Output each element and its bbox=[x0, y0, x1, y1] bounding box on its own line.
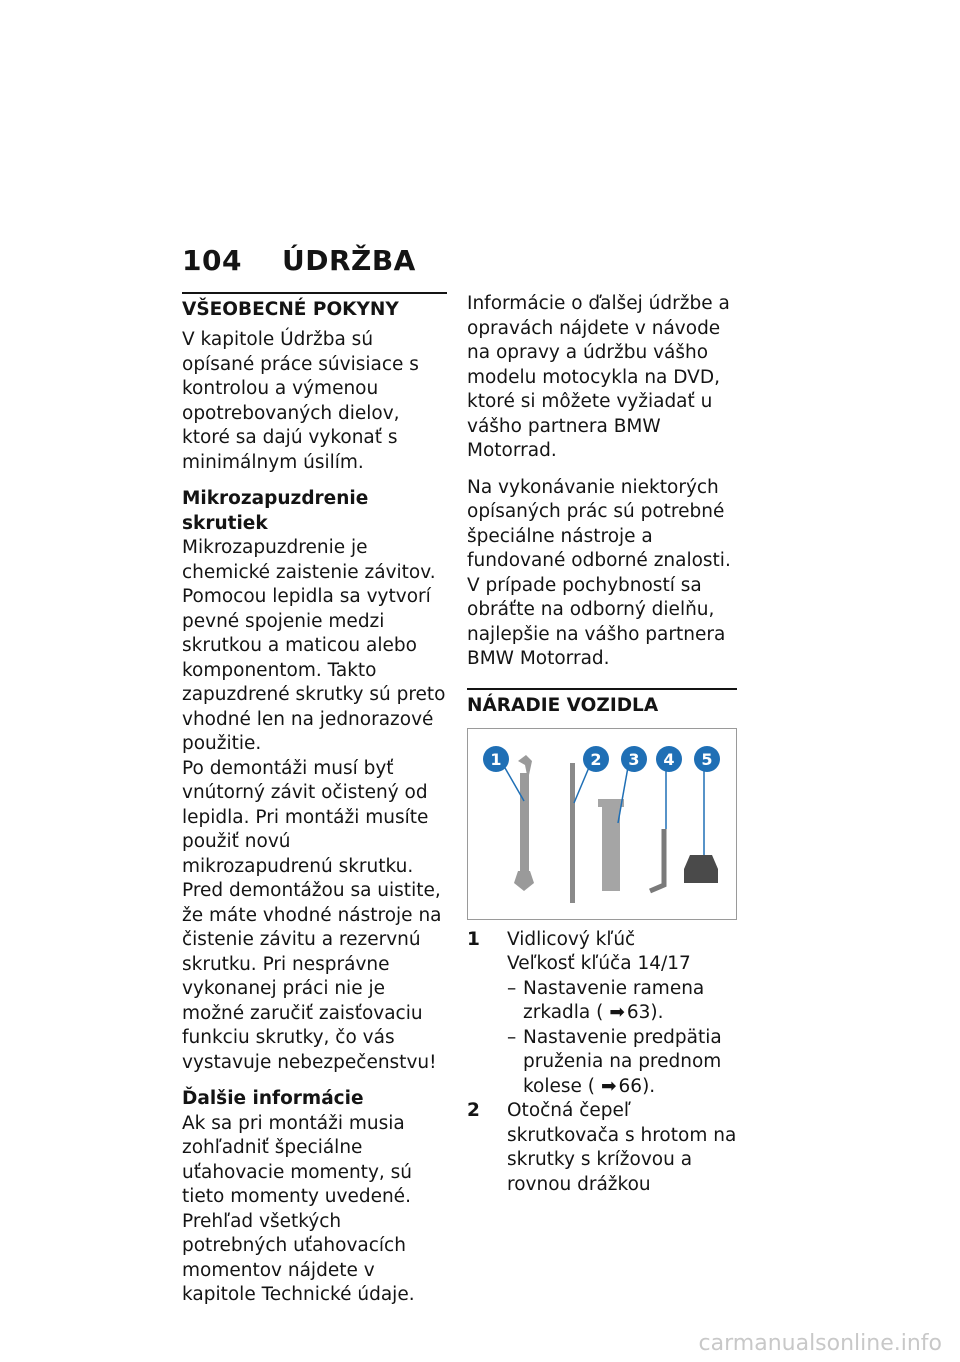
screwdriver-handle-icon bbox=[598, 767, 628, 891]
toolkit-illustration bbox=[468, 729, 736, 919]
page-ref: 63). bbox=[626, 1002, 664, 1023]
item-number: 2 bbox=[467, 1100, 480, 1121]
screwdriver-blade-icon bbox=[570, 763, 590, 903]
svg-text:2: 2 bbox=[590, 749, 602, 769]
page-ref-arrow-icon: ➡ bbox=[601, 1075, 617, 1097]
page-number: 104 bbox=[182, 244, 242, 277]
page-ref-arrow-icon: ➡ bbox=[609, 1002, 625, 1023]
chapter-title: ÚDRŽBA bbox=[282, 244, 416, 277]
watermark: carmanualsonline.info bbox=[698, 1331, 942, 1356]
section-rule bbox=[182, 292, 447, 294]
section-rule bbox=[467, 688, 737, 690]
sub-item-2: – Nastavenie predpätia pruženia na prednom kolese ( ➡ 66). bbox=[507, 1026, 737, 1100]
page-ref: 66). bbox=[618, 1075, 656, 1097]
item-number: 1 bbox=[467, 928, 480, 950]
micro-paragraph-2: Po demontáži musí byť vnútorný závit očistený od lepidla. Pri montáži musíte použiť novú mikrozapudrenú skrutku. Pred demontážou sa uistite, že máte vhodné nástroje na čistenie závitu a rezervnú skrutku. Pri nesprávne vykonanej práci nie je možné zaručiť zaisťovaciu funkciu skrutky, čo vás vystavuje nebezpečenstvu! bbox=[182, 757, 442, 1073]
badge-5 bbox=[694, 746, 720, 772]
toolkit-figure bbox=[467, 728, 737, 920]
right-column bbox=[467, 292, 737, 1197]
intro-paragraph: V kapitole Údržba sú opísané práce súvisiace s kontrolou a výmenou opotrebovaných dielov, ktoré sa dajú vykonať s minimálnym úsilím. bbox=[182, 329, 419, 473]
svg-text:3: 3 bbox=[628, 749, 640, 769]
left-column bbox=[182, 292, 447, 1320]
micro-heading: Mikrozapuzdrenie skrutiek bbox=[182, 488, 369, 534]
hex-key-icon bbox=[650, 767, 666, 891]
more-info-paragraph: Ak sa pri montáži musia zohľadniť špeciálne uťahovacie momenty, sú tieto momenty uvedené. Prehľad všetkých potrebných uťahovacích momentov nájdete v kapitole Technické údaje. bbox=[182, 1112, 415, 1305]
sub-item-text: Nastavenie ramena zrkadla ( bbox=[523, 977, 705, 1023]
badge-4 bbox=[656, 746, 682, 772]
svg-text:4: 4 bbox=[663, 749, 675, 769]
section-title-tools: NÁRADIE VOZIDLA bbox=[467, 694, 659, 716]
right-paragraph-2: Na vykonávanie niektorých opísaných prác sú potrebné špeciálne nástroje a fundované odborné znalosti. V prípade pochybností sa obráťte na odborný dielňu, najlepšie na vášho partnera BMW Motorrad. bbox=[467, 476, 731, 669]
micro-paragraph-1: Mikrozapuzdrenie je chemické zaistenie závitov. Pomocou lepidla sa vytvorí pevné spojenie medzi skrutkou a maticou alebo komponentom. Takto zapuzdrené skrutky sú preto vhodné len na jednorazové použitie. bbox=[182, 537, 446, 754]
badge-1 bbox=[483, 746, 509, 772]
item-title: Otočná čepeľ skrutkovača s hrotom na skrutky s krížovou a rovnou drážkou bbox=[507, 1100, 737, 1195]
right-paragraph-1: Informácie o ďalšej údržbe a opravách nájdete v návode na opravy a údržbu vášho modelu motocykla na DVD, ktoré si môžete vyžiadať u vášho partnera BMW Motorrad. bbox=[467, 293, 730, 461]
item-title: Vidlicový kľúč bbox=[507, 928, 636, 950]
list-item-1 bbox=[467, 928, 737, 977]
svg-text:5: 5 bbox=[701, 749, 713, 769]
svg-text:1: 1 bbox=[490, 749, 502, 769]
more-info-heading: Ďalšie informácie bbox=[182, 1088, 364, 1109]
badge-2 bbox=[583, 746, 609, 772]
socket-icon bbox=[684, 767, 718, 883]
wrench-icon bbox=[501, 755, 534, 891]
badge-3 bbox=[621, 746, 647, 772]
list-item-2 bbox=[467, 1099, 737, 1197]
sub-item-text: Nastavenie predpätia pruženia na prednom kolese ( bbox=[523, 1026, 722, 1097]
sub-item-1: – Nastavenie ramena zrkadla ( ➡ 63). bbox=[507, 977, 737, 1026]
page-header bbox=[182, 244, 416, 277]
section-title-general: VŠEOBECNÉ POKYNY bbox=[182, 299, 399, 320]
item-detail: Veľkosť kľúča 14/17 bbox=[507, 953, 691, 974]
